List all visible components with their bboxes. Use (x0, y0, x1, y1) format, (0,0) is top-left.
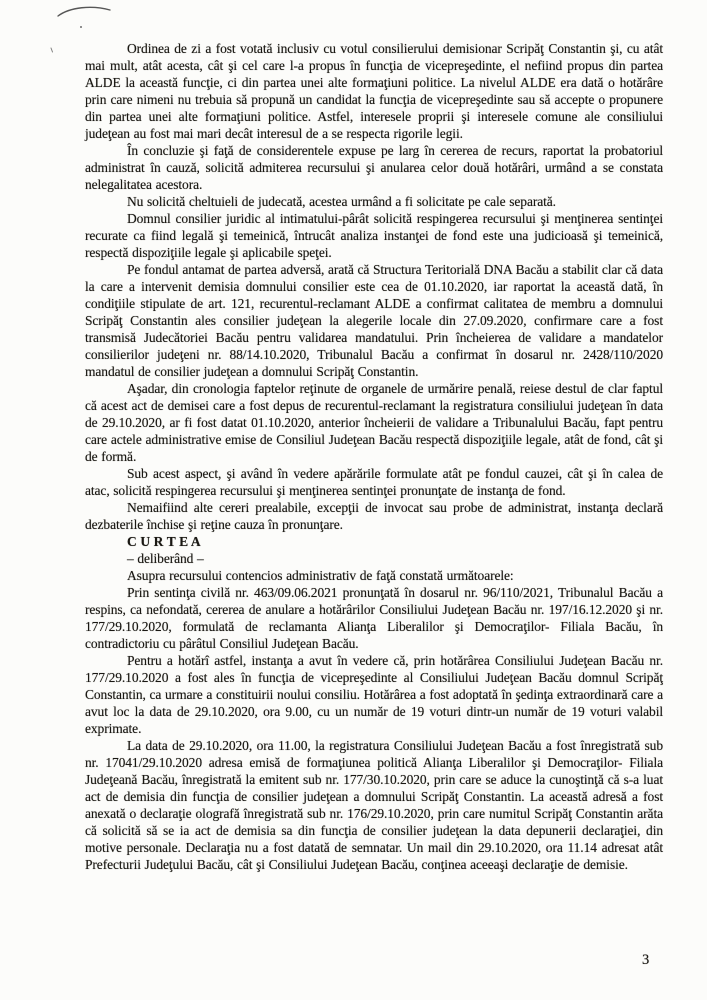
paragraph: Prin sentinţa civilă nr. 463/09.06.2021 pronunţată în dosarul nr. 96/110/2021, Tribunalul Bacău a respins, ca nefondată, cererea de anulare a hotărârilor Consiliului Judeţean Bacău nr. 197/16.12.2020 şi nr. 177/29.10.2020, formulată de reclamanta Alianţa Liberalilor şi Democraţilor- Filiala Bacău, în contradictoriu cu pârâtul Consiliul Judeţean Bacău. (85, 585, 663, 651)
paragraph: Pe fondul antamat de partea adversă, arată că Structura Teritorială DNA Bacău a stabilit clar că data la care a intervenit demisia domnului consilier este cea de 01.10.2020, iar raportat la această dată, în condiţiile stipulate de art. 121, recurentul-reclamant ALDE a confirmat calitatea de membru a domnului Scripăţ Constantin ales consilier judeţean la alegerile locale din 27.09.2020, confirmare care a fost transmisă Judecătoriei Bacău pentru validarea mandatului. Prin încheierea de validare a mandatelor consilierilor judeţeni nr. 88/14.10.2020, Tribunalul Bacău a confirmat în dosarul nr. 2428/110/2020 mandatul de consilier judeţean a domnului Scripăţ Constantin. (85, 262, 663, 379)
paragraph: Nemaifiind alte cereri prealabile, excepţii de invocat sau probe de administrat, instanţa declară dezbaterile închise şi reţine cauza în pronunţare. (85, 500, 663, 532)
deliberating-subheading: – deliberând – (127, 551, 204, 566)
paragraph: Ordinea de zi a fost votată inclusiv cu votul consilierului demisionar Scripăţ Constantin şi, cu atât mai mult, atât acesta, cât şi cel care l-a propus în funcţia de vicepreşedinte, el nefiind propus din partea ALDE la această funcţie, ci din partea unei alte formaţiuni politice. La nivelul ALDE era dată o hotărâre prin care nimeni nu trebuia să propună un candidat la funcţia de vicepreşedinte sau să accepte o propunere din partea unei alte formaţiuni politice. Astfel, interesele proprii şi interesele comune ale consiliului judeţean au fost mai mari decât interesul de a se respecta rigorile legii. (85, 41, 663, 141)
paragraph: Sub acest aspect, şi având în vedere apărările formulate atât pe fondul cauzei, cât şi în calea de atac, solicită respingerea recursului şi menţinerea sentinţei pronunţate de instanţa de fond. (85, 466, 663, 498)
paragraph: Aşadar, din cronologia faptelor reţinute de organele de urmărire penală, reiese destul de clar faptul că acest act de demisei care a fost depus de recurentul-reclamant la registratura consiliului judeţean în data de 29.10.2020, ar fi fost datat 01.10.2020, anterior încheierii de validare a Tribunalului Bacău, fapt pentru care actele administrative emise de Consiliul Judeţean Bacău respectă dispoziţiile legale, atât de fond, cât şi de formă. (85, 381, 663, 464)
page-number: 3 (642, 952, 650, 968)
paragraph: În concluzie şi faţă de considerentele expuse pe larg în cererea de recurs, raportat la probatoriul administrat în cauză, solicită admiterea recursului şi anularea celor două hotărâri, urmând a se constata nelegalitatea acestora. (85, 143, 663, 192)
document-body (85, 40, 663, 873)
paragraph: Nu solicită cheltuieli de judecată, acestea urmând a fi solicitate pe cale separată. (127, 194, 556, 209)
paragraph: Asupra recursului contencios administrativ de faţă constată următoarele: (127, 568, 514, 583)
paragraph: Pentru a hotărî astfel, instanţa a avut în vedere că, prin hotărârea Consiliului Judeţean Bacău nr. 177/29.10.2020 a fost ales în funcţia de vicepreşedinte al Consiliului Judeţean Bacău domnul Scripăţ Constantin, ca urmare a constituirii noului consiliu. Hotărârea a fost adoptată în şedinţa extraordinară care a avut loc la data de 29.10.2020, ora 9.00, cu un număr de 19 voturi dintr-un număr de 19 voturi valabil exprimate. (85, 653, 663, 736)
court-heading: C U R T E A (127, 534, 201, 549)
paragraph: Domnul consilier juridic al intimatului-pârât solicită respingerea recursului şi menţinerea sentinţei recurate ca fiind legală şi temeinică, întrucât analiza instanţei de fond este una judicioasă şi temeinică, respectă dispoziţiile legale şi aplicabile speţei. (85, 211, 663, 260)
paragraph: La data de 29.10.2020, ora 11.00, la registratura Consiliului Judeţean Bacău a fost înregistrată sub nr. 17041/29.10.2020 adresa emisă de formaţiunea politică Alianţa Liberalilor şi Democraţilor- Filiala Judeţeană Bacău, înregistrată la emitent sub nr. 177/30.10.2020, prin care se aduce la cunoştinţă că s-a luat act de demisia din funcţia de consilier judeţean a domnului Scripăţ Constantin. La această adresă a fost anexată o declaraţie olografă înregistrată sub nr. 176/29.10.2020, prin care numitul Scripăţ Constantin arăta că solicită să se ia act de demisia sa din funcţia de consilier judeţean la data depunerii declaraţiei, din motive personale. Declaraţia nu a fost datată de semnatar. Un mail din 29.10.2020, ora 11.14 adresat atât Prefecturii Judeţului Bacău, cât şi Consiliului Judeţean Bacău, conţinea aceeaşi declaraţie de demisie. (85, 738, 663, 872)
